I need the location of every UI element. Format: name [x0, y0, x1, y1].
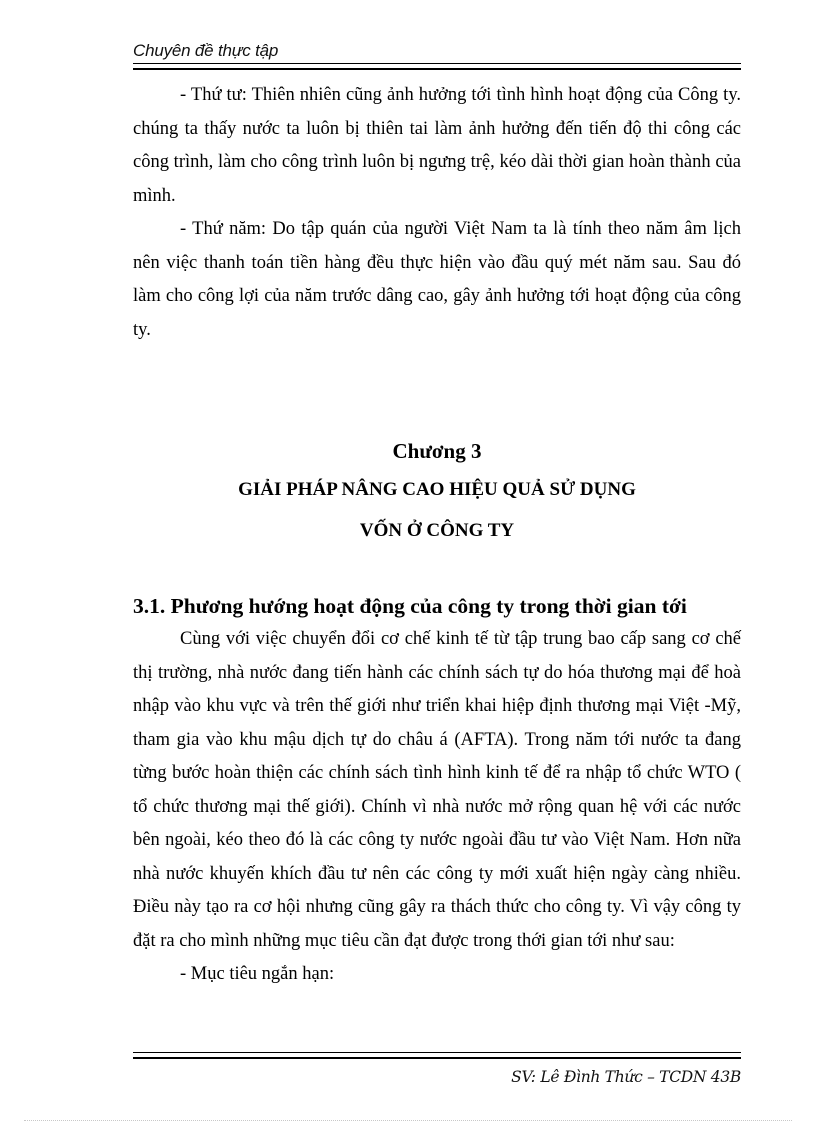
page-header	[133, 40, 741, 70]
paragraph-short-term-goal: - Mục tiêu ngắn hạn:	[180, 964, 335, 984]
chapter-number: Chương 3	[392, 439, 482, 463]
chapter-title-line-1: GIẢI PHÁP NÂNG CAO HIỆU QUẢ SỬ DỤNG	[238, 479, 636, 500]
paragraph-thu-nam: - Thứ năm: Do tập quán của người Việt Nam ta là tính theo năm âm lịch nên việc thanh toán tiền hàng đều thực hiện vào đầu quý mét năm sau. Sau đó làm cho công lợi của năm trước dâng cao, gây ảnh hưởng tới hoạt động của công ty.	[133, 219, 741, 340]
paragraph-thu-tu: - Thứ tư: Thiên nhiên cũng ảnh hưởng tới tình hình hoạt động của Công ty. chúng ta thấy nước ta luôn bị thiên tai làm ảnh hưởng đến tiến độ thi công các công trình, làm cho công trình luôn bị ngưng trệ, kéo dài thời gian hoàn thành của mình.	[133, 85, 741, 206]
section-body	[133, 623, 741, 992]
footer-rule	[133, 1052, 741, 1059]
paragraph-main: Cùng với việc chuyển đổi cơ chế kinh tế từ tập trung bao cấp sang cơ chế thị trường, nhà nước đang tiến hành các chính sách tự do hóa thương mại để hoà nhập vào khu vực và trên thế giới như triển khai hiệp định thương mại Việt -Mỹ, tham gia vào khu mậu dịch tự do châu á (AFTA). Trong năm tới nước ta đang từng bước hoàn thiện các chính sách tình hình kinh tế để ra nhập tổ chức WTO ( tổ chức thương mại thế giới). Chính vì nhà nước mở rộng quan hệ với các nước bên ngoài, kéo theo đó là các công ty nước ngoài đầu tư vào Việt Nam. Hơn nữa nhà nước khuyến khích đầu tư nên các công ty mới xuất hiện ngày càng nhiều. Điều này tạo ra cơ hội nhưng cũng gây ra thách thức cho công ty. Vì vậy công ty đặt ra cho mình những mục tiêu cần đạt được trong thới gian tới như sau:	[133, 629, 741, 951]
chapter-title-line-2: VỐN Ở CÔNG TY	[359, 520, 515, 541]
previous-section-body	[133, 79, 741, 347]
page-footer	[133, 1052, 741, 1087]
section-heading: 3.1. Phương hướng hoạt động của công ty trong thời gian tới	[133, 594, 687, 618]
footer-author: SV: Lê Đình Thức – TCDN 43B	[511, 1068, 741, 1086]
header-title: Chuyên đề thực tập	[133, 41, 279, 60]
chapter-heading	[133, 433, 741, 551]
header-rule	[133, 63, 741, 70]
page-bottom-edge	[24, 1120, 792, 1121]
